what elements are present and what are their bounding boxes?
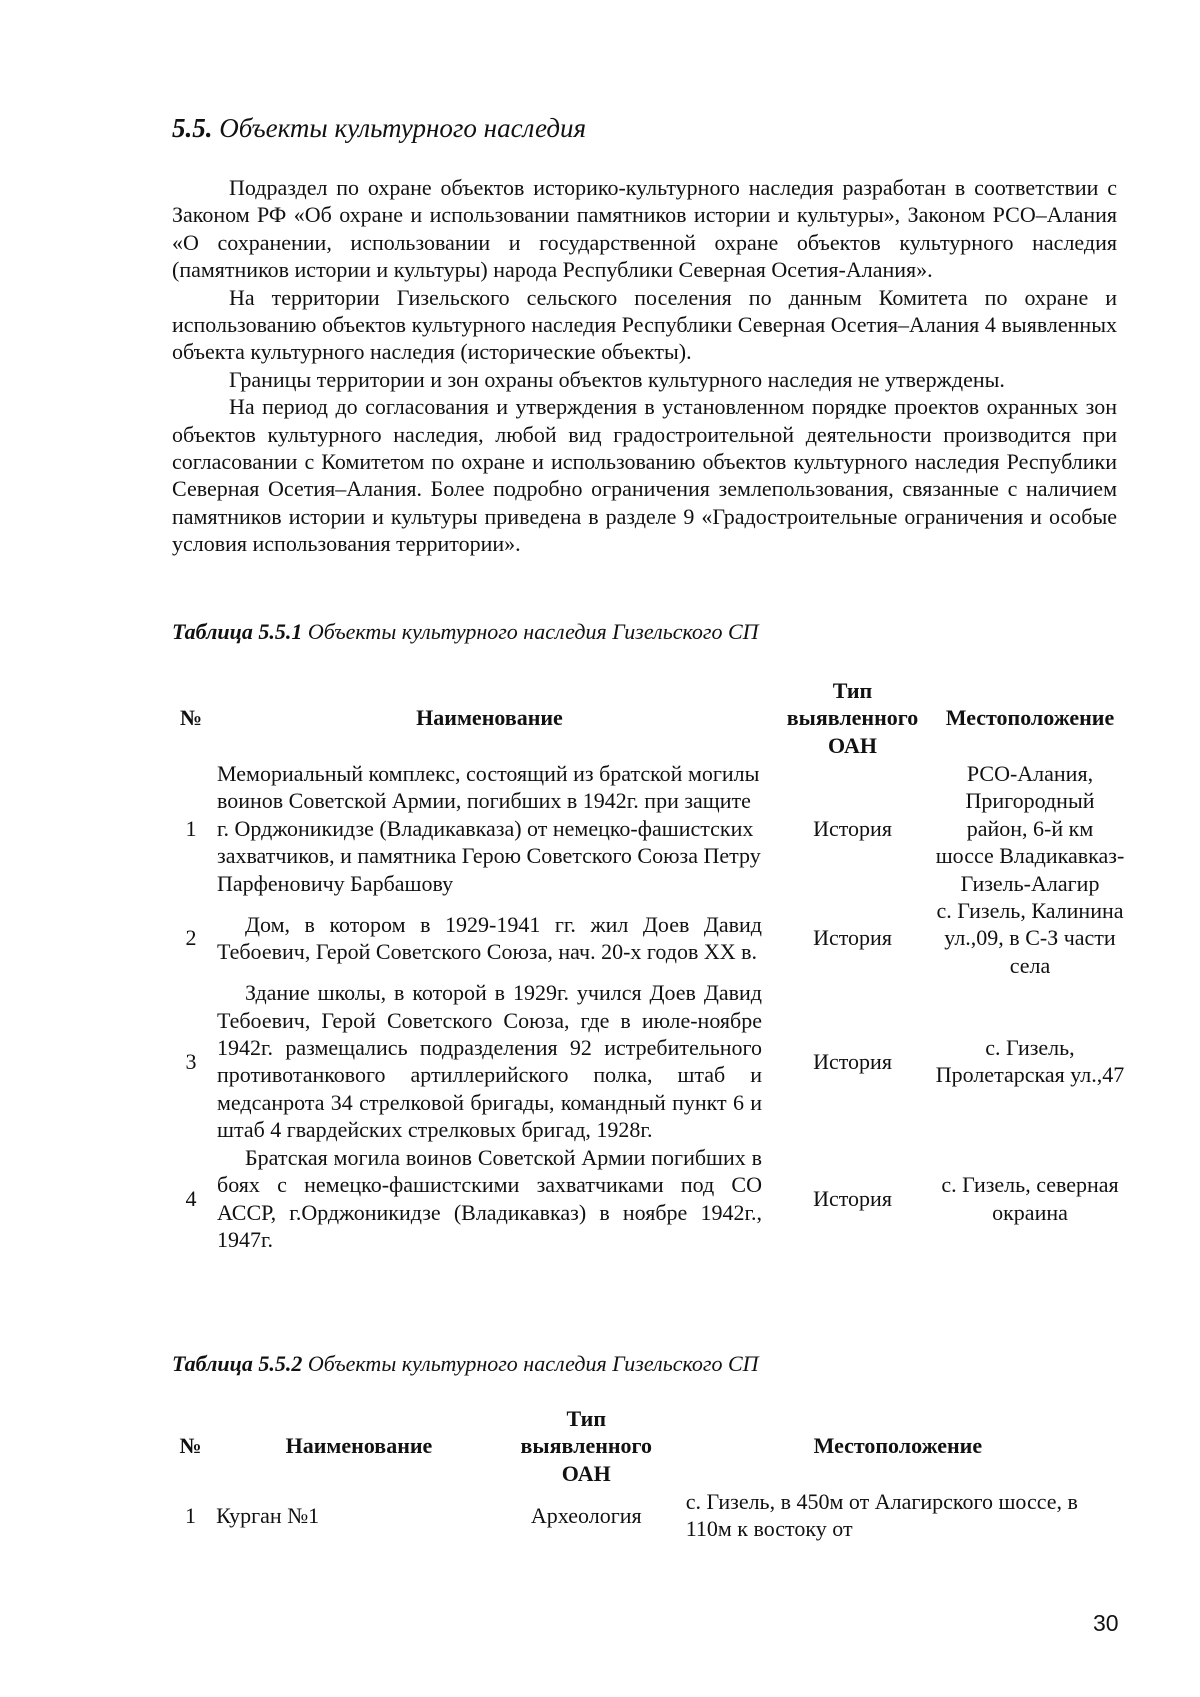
- section-heading: [172, 113, 586, 144]
- heritage-table-1: [165, 676, 1125, 1253]
- row-location: с. Гизель, в 450м от Алагирского шоссе, в 110м к востоку от: [685, 1489, 1078, 1542]
- row-number: 2: [185, 925, 197, 951]
- row-number: 1: [185, 1502, 197, 1528]
- header-name: Наименование: [285, 1433, 433, 1459]
- table-row: [165, 897, 1125, 979]
- header-type: Тип выявленного ОАН: [786, 677, 919, 758]
- heritage-table-2: [165, 1404, 1125, 1543]
- header-location: Местоположение: [813, 1433, 983, 1459]
- row-name: Мемориальный комплекс, состоящий из братской могилы воинов Советской Армии, погибших в 1942г. при защите г. Орджоникидзе (Владикавказа) от немецко-фашистских захватчиков, и памятника Герою Советского Союза Петру Парфеновичу Барбашову: [217, 761, 761, 896]
- row-name: Здание школы, в которой в 1929г. учился Доев Давид Тебоевич, Герой Советского Союза, где в июле-ноябре 1942г. размещались подразделения 92 истребительного противотанкового артиллерийского полка, штаб и медсанрота 34 стрелковой бригады, командный пункт 6 и штаб 4 гвардейских стрелковых бригад, 1928г.: [217, 980, 762, 1143]
- page-number: 30: [1093, 1610, 1119, 1636]
- row-type: История: [813, 1185, 892, 1211]
- table-row: [165, 979, 1125, 1143]
- table-row: [165, 1488, 1125, 1543]
- section-number: 5.5.: [172, 113, 213, 143]
- row-name: Курган №1: [216, 1502, 320, 1528]
- section-title: Объекты культурного наследия: [219, 113, 587, 143]
- table-row: [165, 1144, 1125, 1254]
- table2-caption-label: Таблица 5.5.2: [172, 1351, 303, 1376]
- row-type: Археология: [530, 1502, 642, 1528]
- paragraph: На период до согласования и утверждения в установленном порядке проектов охранных зон объектов культурного наследия, любой вид градостроительной деятельности производится при согласовании с Комитетом по охране и использованию объектов культурного наследия Республики Северная Осетия–Алания. Более подробно ограничения землепользования, связанные с наличием памятников истории и культуры приведена в разделе 9 «Градостроительные ограничения и особые условия использования территории».: [172, 394, 1117, 557]
- table2-caption-text: Объекты культурного наследия Гизельского СП: [302, 1351, 759, 1376]
- body-text: [172, 174, 1117, 558]
- paragraph: Границы территории и зон охраны объектов культурного наследия не утверждены.: [229, 366, 1005, 392]
- paragraph: На территории Гизельского сельского поселения по данным Комитета по охране и использованию объектов культурного наследия Республики Северная Осетия–Алания 4 выявленных объекта культурного наследия (исторические объекты).: [172, 284, 1117, 365]
- table2-caption: [172, 1351, 759, 1377]
- header-type: Тип выявленного ОАН: [520, 1405, 652, 1486]
- header-number: №: [179, 1433, 202, 1459]
- table1-caption: [172, 619, 759, 645]
- row-name: Братская могила воинов Советской Армии погибших в боях с немецко-фашистскими захватчиками под СО АССР, г.Орджоникидзе (Владикавказ) в ноябре 1942г., 1947г.: [217, 1144, 762, 1252]
- row-number: 3: [185, 1048, 197, 1074]
- row-location: с. Гизель, Пролетарская ул.,47: [935, 1035, 1125, 1088]
- row-name: Дом, в котором в 1929-1941 гг. жил Доев Давид Тебоевич, Герой Советского Союза, нач. 20-х годов XX в.: [217, 911, 762, 965]
- table-header-row: [165, 676, 1125, 760]
- table-header-row: [165, 1404, 1125, 1488]
- table1-caption-text: Объекты культурного наследия Гизельского СП: [302, 619, 759, 644]
- row-type: История: [813, 925, 892, 951]
- row-location: с. Гизель, Калинина ул.,09, в С-З части села: [936, 898, 1124, 978]
- row-type: История: [813, 815, 892, 841]
- header-location: Местоположение: [945, 705, 1115, 731]
- row-location: РСО-Алания, Пригородный район, 6-й км шоссе Владикавказ-Гизель-Алагир: [935, 761, 1125, 896]
- header-number: №: [179, 705, 203, 731]
- row-number: 4: [185, 1185, 197, 1211]
- row-location: с. Гизель, северная окраина: [941, 1172, 1119, 1225]
- header-name: Наименование: [416, 705, 563, 731]
- table1-caption-label: Таблица 5.5.1: [172, 619, 303, 644]
- paragraph: Подраздел по охране объектов историко-культурного наследия разработан в соответствии с Законом РФ «Об охране и использовании памятников истории и культуры», Законом РСО–Алания «О сохранении, использовании и государственной охране объектов культурного наследия (памятников истории и культуры) народа Республики Северная Осетия-Алания».: [172, 175, 1117, 283]
- row-type: История: [813, 1048, 892, 1074]
- table-row: [165, 760, 1125, 897]
- row-number: 1: [185, 815, 197, 841]
